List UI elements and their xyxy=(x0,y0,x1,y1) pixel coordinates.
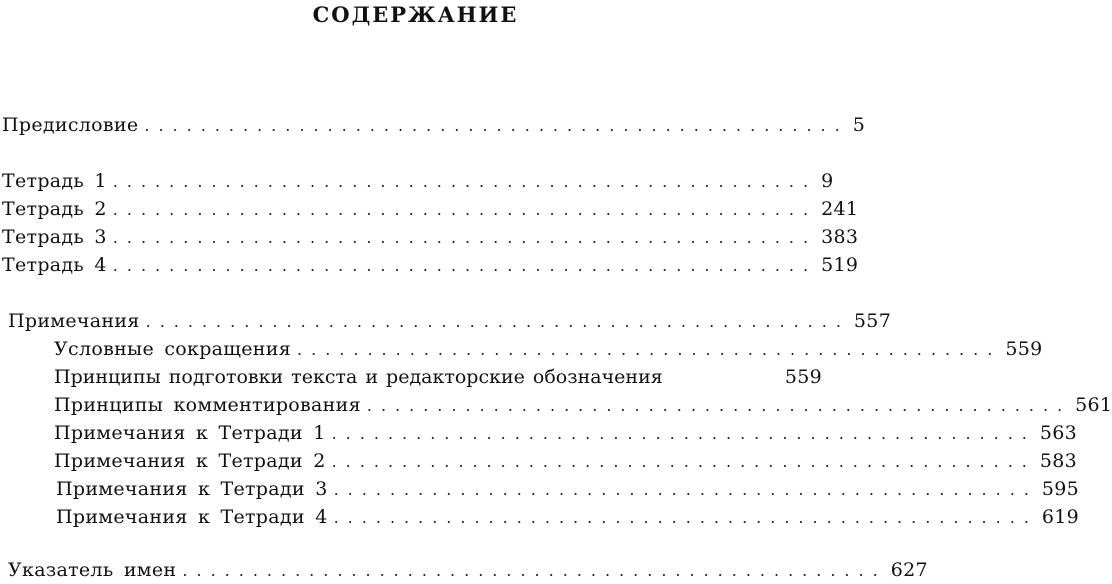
toc-entry-label: Принципы комментирования xyxy=(54,394,361,416)
toc-subentry xyxy=(54,336,1043,362)
toc-entry-label: Тетрадь 2 xyxy=(2,198,107,220)
dot-leader: .................................................. xyxy=(366,396,1072,415)
dot-leader: .................................................. xyxy=(112,228,818,247)
dot-leader: .................................................. xyxy=(331,452,1036,471)
toc-entry-label: Примечания к Тетради 4 xyxy=(56,506,328,528)
dot-leader: .................................................. xyxy=(112,256,818,275)
dot-leader: .................................................. xyxy=(112,172,818,191)
toc-entry-page: 583 xyxy=(1039,450,1078,472)
toc-entry-label: Тетрадь 1 xyxy=(2,170,107,192)
toc-subentry xyxy=(54,420,1078,446)
dot-leader: .................................................. xyxy=(331,424,1036,443)
toc-subentry xyxy=(54,364,822,390)
toc-entry-label: Тетрадь 3 xyxy=(2,226,107,248)
toc-entry-label: Тетрадь 4 xyxy=(2,254,107,276)
toc-entry-label: Предисловие xyxy=(2,114,139,136)
toc-entry-page: 557 xyxy=(853,310,892,332)
dot-leader: .................................................. xyxy=(182,561,887,580)
toc-entry-page: 9 xyxy=(821,170,834,192)
dot-leader: .................................................. xyxy=(145,312,850,331)
toc-entry-page: 5 xyxy=(852,114,866,136)
toc-entry-page: 383 xyxy=(821,226,859,248)
toc-entry-label: Примечания к Тетради 1 xyxy=(54,422,326,444)
toc-entry-label: Примечания к Тетради 2 xyxy=(54,450,326,472)
toc-entry-label: Примечания к Тетради 3 xyxy=(56,478,328,500)
toc-entry xyxy=(2,196,859,222)
toc-subentry xyxy=(54,448,1078,474)
toc-entry-page: 561 xyxy=(1075,394,1112,416)
toc-entry xyxy=(2,224,859,250)
toc-entry-label: Указатель имен xyxy=(8,559,177,581)
toc-entry-page: 241 xyxy=(821,198,859,220)
dot-leader: .................................................. xyxy=(333,480,1038,499)
toc-entry-page: 563 xyxy=(1039,422,1078,444)
toc-subentry xyxy=(54,392,1112,418)
page-title: СОДЕРЖАНИЕ xyxy=(312,2,519,27)
toc-entry-page: 559 xyxy=(1005,338,1043,360)
toc-entry-page: 627 xyxy=(890,559,928,581)
toc-entry-label: Условные сокращения xyxy=(54,338,292,360)
toc-entry-page: 559 xyxy=(784,366,822,388)
toc-entry xyxy=(2,252,859,278)
toc-subentry xyxy=(56,476,1080,502)
toc-entry xyxy=(8,308,892,334)
dot-leader: .................................................. xyxy=(112,200,818,219)
toc-entry-label: Принципы подготовки текста и редакторские обозначения xyxy=(54,366,663,388)
toc-entry-page: 619 xyxy=(1041,506,1080,528)
dot-leader: .................................................. xyxy=(333,508,1038,527)
dot-leader: .................................................. xyxy=(144,116,849,135)
toc-entry-page: 519 xyxy=(821,254,859,276)
toc-entry xyxy=(2,112,866,138)
dot-leader: .................................................. xyxy=(297,340,1002,359)
toc-entry xyxy=(2,168,834,194)
toc-entry-page: 595 xyxy=(1041,478,1080,500)
toc-subentry xyxy=(56,504,1080,530)
toc-entry-label: Примечания xyxy=(8,310,140,332)
toc-entry xyxy=(8,557,928,583)
